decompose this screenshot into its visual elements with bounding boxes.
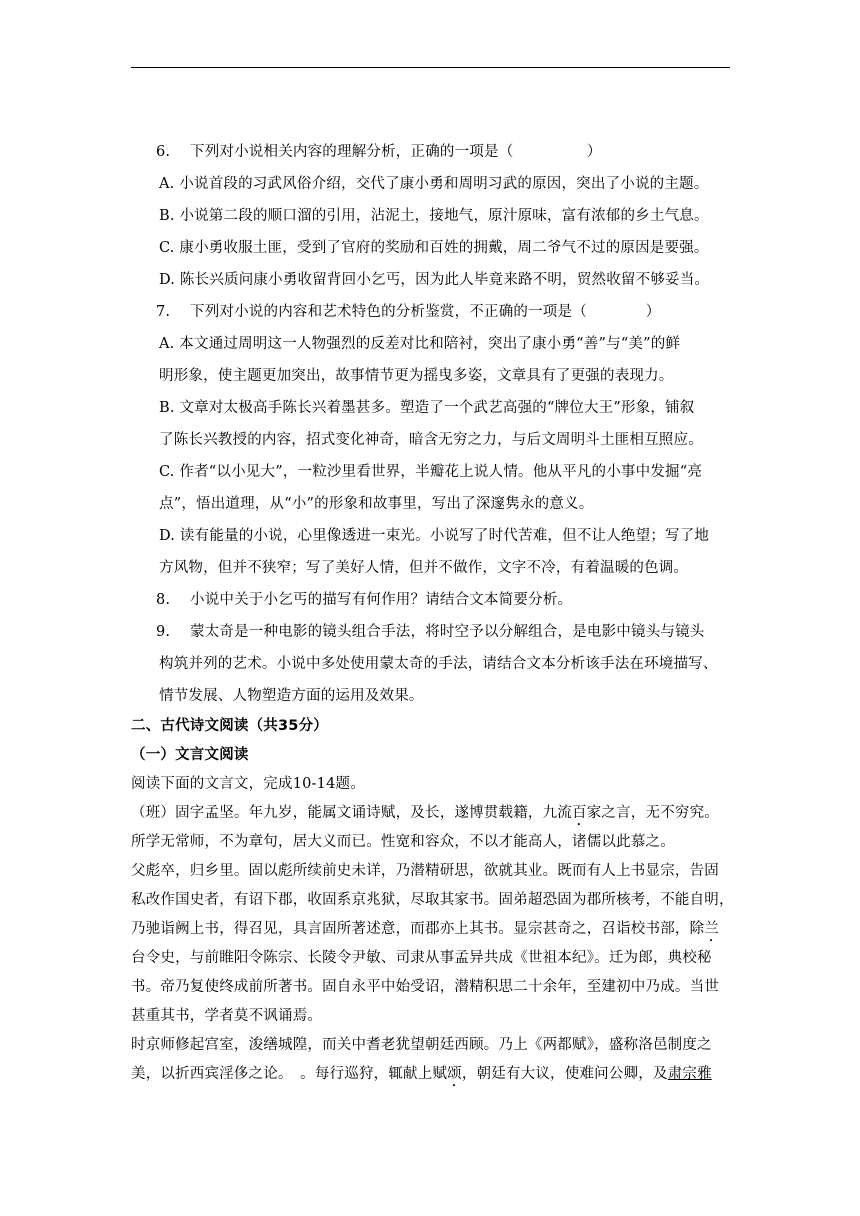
question-9-continuation: 情节发展、人物塑造方面的运用及效果。: [159, 688, 424, 704]
passage-line: 所学无常师，不为章句，居大义而已。性宽和容众，不以才能高人，诸儒以此慕之。: [131, 834, 675, 850]
passage-line: [131, 1060, 731, 1089]
passage-line: 父彪卒，归乡里。固以彪所续前史未详，乃潜精研思，欲就其业。既而有人上书显宗，告固: [131, 863, 719, 879]
question-6-option-b: B. 小说第二段的顺口溜的引用，沾泥土，接地气，原汁原味，富有浓郁的乡土气息。: [159, 208, 709, 224]
question-7-option-a-line-1: A. 本文通过周明这一人物强烈的反差对比和陪衬，突出了康小勇“善”与“美”的鲜: [159, 336, 681, 352]
passage-text: 美，以折西宾淫侈之论。 。每行巡狩，辄献上赋: [131, 1066, 448, 1082]
passage-text: 乃驰诣阙上书，得召见，具言固所著述意，而郡亦上其书。显宗甚奇之，召诣校书部，除: [131, 921, 705, 937]
passage-line: 甚重其书，学者莫不讽诵焉。: [131, 1008, 323, 1024]
emphasized-char: 百: [572, 805, 587, 821]
question-7-option-b-line-2: 了陈长兴教授的内容，招式变化神奇，暗含无穷之力，与后文周明斗土匪相互照应。: [159, 432, 703, 448]
question-6-stem: [131, 136, 731, 168]
question-7-option-d-line-1: D. 读有能量的小说，心里像透进一束光。小说写了时代苦难，但不让人绝望；写了地: [159, 528, 710, 544]
passage-text: （班）固字孟坚。年九岁，能属文诵诗赋，及长，遂博贯载籍，九流: [131, 805, 572, 821]
question-number: 8.: [156, 592, 171, 608]
passage-text: ，朝廷有大议，使难问公卿，及: [461, 1066, 668, 1082]
question-7-option-c-line-1: C. 作者“以小见大”，一粒沙里看世界，半瓣花上说人情。他从平凡的小事中发掘“亮: [159, 464, 703, 480]
question-6-option-d: D. 陈长兴质问康小勇收留背回小乞丐，因为此人毕竟来路不明，贸然收留不够妥当。: [159, 272, 710, 288]
header-rule: [131, 67, 730, 68]
reading-instruction: 阅读下面的文言文，完成10-14题。: [131, 776, 365, 792]
question-number: 7.: [156, 304, 171, 320]
question-9-continuation: 构筑并列的艺术。小说中多处使用蒙太奇的手法，请结合文本分析该手法在环境描写、: [159, 656, 718, 672]
question-text: 蒙太奇是一种电影的镜头组合手法，将时空予以分解组合，是电影中镜头与镜头: [190, 624, 705, 640]
passage-line: [131, 915, 731, 944]
question-7-option-b-line-1: B. 文章对太极高手陈长兴着墨甚多。塑造了一个武艺高强的“牌位大王”形象，铺叙: [159, 400, 695, 416]
question-text: 下列对小说的内容和艺术特色的分析鉴赏，不正确的一项是（ ）: [190, 304, 661, 320]
question-7-stem: [131, 296, 731, 328]
question-number: 9.: [156, 624, 171, 640]
question-6-option-c: C. 康小勇收服土匪，受到了官府的奖励和百姓的拥戴，周二爷气不过的原因是要强。: [159, 240, 709, 256]
question-text: 下列对小说相关内容的理解分析，正确的一项是（ ）: [190, 144, 602, 160]
passage-line: 时京师修起宫室，浚缮城隍，而关中耆老犹望朝廷西顾。乃上《两都赋》，盛称洛邑制度之: [131, 1037, 712, 1053]
passage-line: 书。帝乃复使终成前所著书。固自永平中始受诏，潜精积思二十余年，至建初中乃成。当世: [131, 979, 719, 995]
passage-line: 台令史，与前睢阳令陈宗、长陵令尹敏、司隶从事孟异共成《世祖本纪》。迁为郎，典校秘: [131, 950, 712, 966]
emphasized-char: 兰: [704, 921, 719, 937]
passage-line: [131, 799, 731, 828]
underlined-phrase: 肃宗雅: [667, 1066, 712, 1082]
question-number: 6.: [156, 144, 171, 160]
passage-line: 私改作国史者，有诏下郡，收固系京兆狱，尽取其家书。固弟超恐固为郡所核考，不能自明，: [131, 892, 734, 908]
question-text: 小说中关于小乞丐的描写有何作用？请结合文本简要分析。: [190, 592, 573, 608]
question-9-stem: [131, 616, 731, 648]
emphasized-char: 颂: [447, 1066, 462, 1082]
page-content: [131, 136, 734, 1089]
question-7-option-d-line-2: 方风物，但并不狭窄；写了美好人情，但并不做作，文字不冷，有着温暖的色调。: [159, 560, 689, 576]
section-heading: 二、古代诗文阅读（共35分）: [131, 718, 328, 734]
subsection-heading: （一）文言文阅读: [131, 747, 249, 763]
question-8-stem: [131, 584, 731, 616]
passage-text: 家之言，无不穷究。: [586, 805, 720, 821]
question-7-option-c-line-2: 点”，悟出道理，从“小”的形象和故事里，写出了深邃隽永的意义。: [159, 496, 594, 512]
question-6-option-a: A. 小说首段的习武风俗介绍，交代了康小勇和周明习武的原因，突出了小说的主题。: [159, 176, 709, 192]
question-7-option-a-line-2: 明形象，使主题更加突出，故事情节更为摇曳多姿，文章具有了更强的表现力。: [159, 368, 674, 384]
